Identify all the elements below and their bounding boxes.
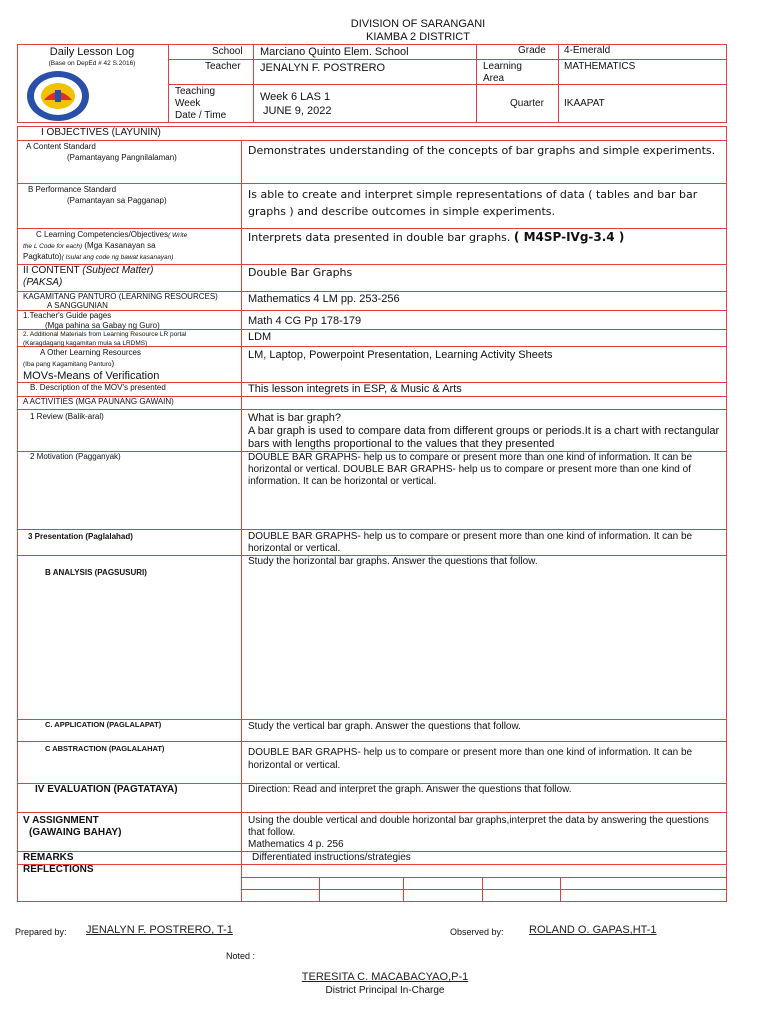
assignment-value: Using the double vertical and double horizontal bar graphs,interpret the data by answering the questions that follow. (248, 815, 709, 838)
review-question: What is bar graph? (248, 412, 341, 424)
competencies-value: Interprets data presented in double bar graphs. ( M4SP-IVg-3.4 ) (248, 230, 625, 244)
performance-standard-sublabel: (Pamantayan sa Pagganap) (67, 196, 167, 205)
date-value: JUNE 9, 2022 (263, 105, 332, 117)
school-seal-icon (26, 70, 90, 122)
school-value: Marciano Quinto Elem. School (260, 46, 409, 58)
sanggunian-label: A SANGGUNIAN (47, 301, 108, 310)
additional-materials-sublabel: (Karagdagang kagamitan mula sa LRDMS) (23, 340, 148, 347)
division-name: DIVISION OF SARANGANI (350, 18, 486, 30)
movs-label: MOVs-Means of Verification (23, 370, 160, 382)
motivation-label: 2 Motivation (Pagganyak) (30, 452, 121, 461)
analysis-value: Study the horizontal bar graphs. Answer the questions that follow. (248, 556, 538, 567)
area-value: MATHEMATICS (564, 61, 636, 72)
school-label: School (212, 46, 243, 57)
quarter-value: IKAAPAT (564, 98, 605, 109)
district-name: KIAMBA 2 DISTRICT (366, 31, 470, 43)
observed-by-label: Observed by: (450, 927, 504, 937)
evaluation-label: IV EVALUATION (PAGTATAYA) (35, 784, 178, 795)
noted-by-title: District Principal In-Charge (325, 985, 445, 996)
other-resources-label: A Other Learning Resources (40, 348, 141, 357)
presentation-value: DOUBLE BAR GRAPHS- help us to compare or present more than one kind of information. It can be horizontal or vertical. (248, 531, 693, 554)
content-standard-label: A Content Standard (26, 142, 96, 151)
week-label-1: Teaching (175, 86, 216, 97)
teacher-label: Teacher (205, 61, 241, 72)
grade-value: 4-Emerald (564, 45, 611, 56)
resources-label: KAGAMITANG PANTURO (LEARNING RESOURCES) (23, 292, 218, 301)
application-label: C. APPLICATION (PAGLALAPAT) (45, 720, 162, 729)
abstraction-value: DOUBLE BAR GRAPHS- help us to compare or present more than one kind of information. It can be horizontal or vertical. (248, 747, 693, 771)
content-standard-sublabel: (Pamantayang Pangnilalaman) (67, 153, 177, 162)
dll-subtitle: (Base on DepEd # 42 S.2016) (48, 60, 136, 67)
content-standard-value: Demonstrates understanding of the concepts of bar graphs and simple experiments. (248, 144, 716, 157)
observed-by-name: ROLAND O. GAPAS,HT-1 (529, 924, 657, 936)
competencies-sublabel-2: Pagkatuto)( Isulat ang code ng bawat kasanayan) (23, 252, 174, 261)
competencies-sublabel: the L Code for each) (Mga Kasanayan sa (23, 241, 156, 250)
other-resources-value: LM, Laptop, Powerpoint Presentation, Learning Activity Sheets (248, 349, 553, 361)
area-label-2: Area (483, 73, 505, 84)
movs-description-label: B. Description of the MOV's presented (30, 383, 166, 392)
review-label: 1 Review (Balik-aral) (30, 412, 104, 421)
presentation-label: 3 Presentation (Paglalahad) (28, 532, 133, 541)
competencies-label: C Learning Competencies/Objectives( Write (36, 230, 188, 239)
noted-label: Noted : (226, 951, 256, 961)
area-label-1: Learning (483, 61, 522, 72)
objectives-heading: I OBJECTIVES (LAYUNIN) (41, 127, 161, 138)
week-label-2: Week (175, 98, 201, 109)
reflections-label: REFLECTIONS (23, 864, 94, 875)
movs-value: This lesson integrets in ESP, & Music & Arts (248, 383, 462, 395)
abstraction-label: C ABSTRACTION (PAGLALAHAT) (45, 744, 165, 753)
evaluation-value: Direction: Read and interpret the graph. Answer the questions that follow. (248, 784, 572, 795)
prepared-by-label: Prepared by: (15, 927, 67, 937)
motivation-value: DOUBLE BAR GRAPHS- help us to compare or present more than one kind of information. It can be horizontal or vertical. DOUBLE BAR GRAPHS- help us to compare or present more than one kind of information. It can be horizontal or vertical. (248, 452, 693, 487)
resources-value: Mathematics 4 LM pp. 253-256 (248, 293, 400, 305)
teacher-value: JENALYN F. POSTRERO (260, 62, 386, 74)
performance-standard-value: Is able to create and interpret simple representations of data ( tables and bar bar graphs ) and describe outcomes in simple experiments. (248, 188, 698, 218)
dll-title: Daily Lesson Log (49, 46, 135, 58)
analysis-label: B ANALYSIS (PAGSUSURI) (45, 568, 147, 577)
content-value: Double Bar Graphs (248, 266, 353, 279)
additional-materials-value: LDM (248, 331, 272, 343)
grade-label: Grade (518, 45, 546, 56)
application-value: Study the vertical bar graph. Answer the questions that follow. (248, 721, 521, 732)
assignment-reference: Mathematics 4 p. 256 (248, 839, 344, 850)
performance-standard-label: B Performance Standard (28, 185, 117, 194)
review-value: A bar graph is used to compare data from different groups or periods.It is a chart with rectangular bars with lengths proportional to the values that they presented (248, 425, 720, 450)
quarter-label: Quarter (510, 98, 544, 109)
prepared-by-name: JENALYN F. POSTRERO, T-1 (86, 924, 233, 936)
remarks-value: Differentiated instructions/strategies (252, 852, 411, 863)
content-sublabel: (PAKSA) (23, 277, 63, 288)
other-resources-sublabel: (Iba pang Kagamitang Panturo) (23, 359, 115, 368)
week-value: Week 6 LAS 1 (260, 91, 331, 103)
additional-materials-label: 2. Additional Materials from Learning Resource LR portal (23, 331, 187, 338)
teachers-guide-sublabel: (Mga pahina sa Gabay ng Guro) (45, 321, 160, 330)
assignment-label: V ASSIGNMENT (23, 815, 99, 826)
content-label: II CONTENT (Subject Matter) (23, 265, 154, 276)
date-label: Date / Time (175, 110, 227, 121)
teachers-guide-label: 1.Teacher's Guide pages (23, 311, 112, 320)
activities-heading: A ACTIVITIES (MGA PAUNANG GAWAIN) (23, 397, 174, 406)
assignment-sublabel: (GAWAING BAHAY) (29, 827, 122, 838)
teachers-guide-value: Math 4 CG Pp 178-179 (248, 315, 362, 327)
noted-by-name: TERESITA C. MACABACYAO,P-1 (301, 971, 469, 983)
remarks-label: REMARKS (23, 852, 74, 863)
